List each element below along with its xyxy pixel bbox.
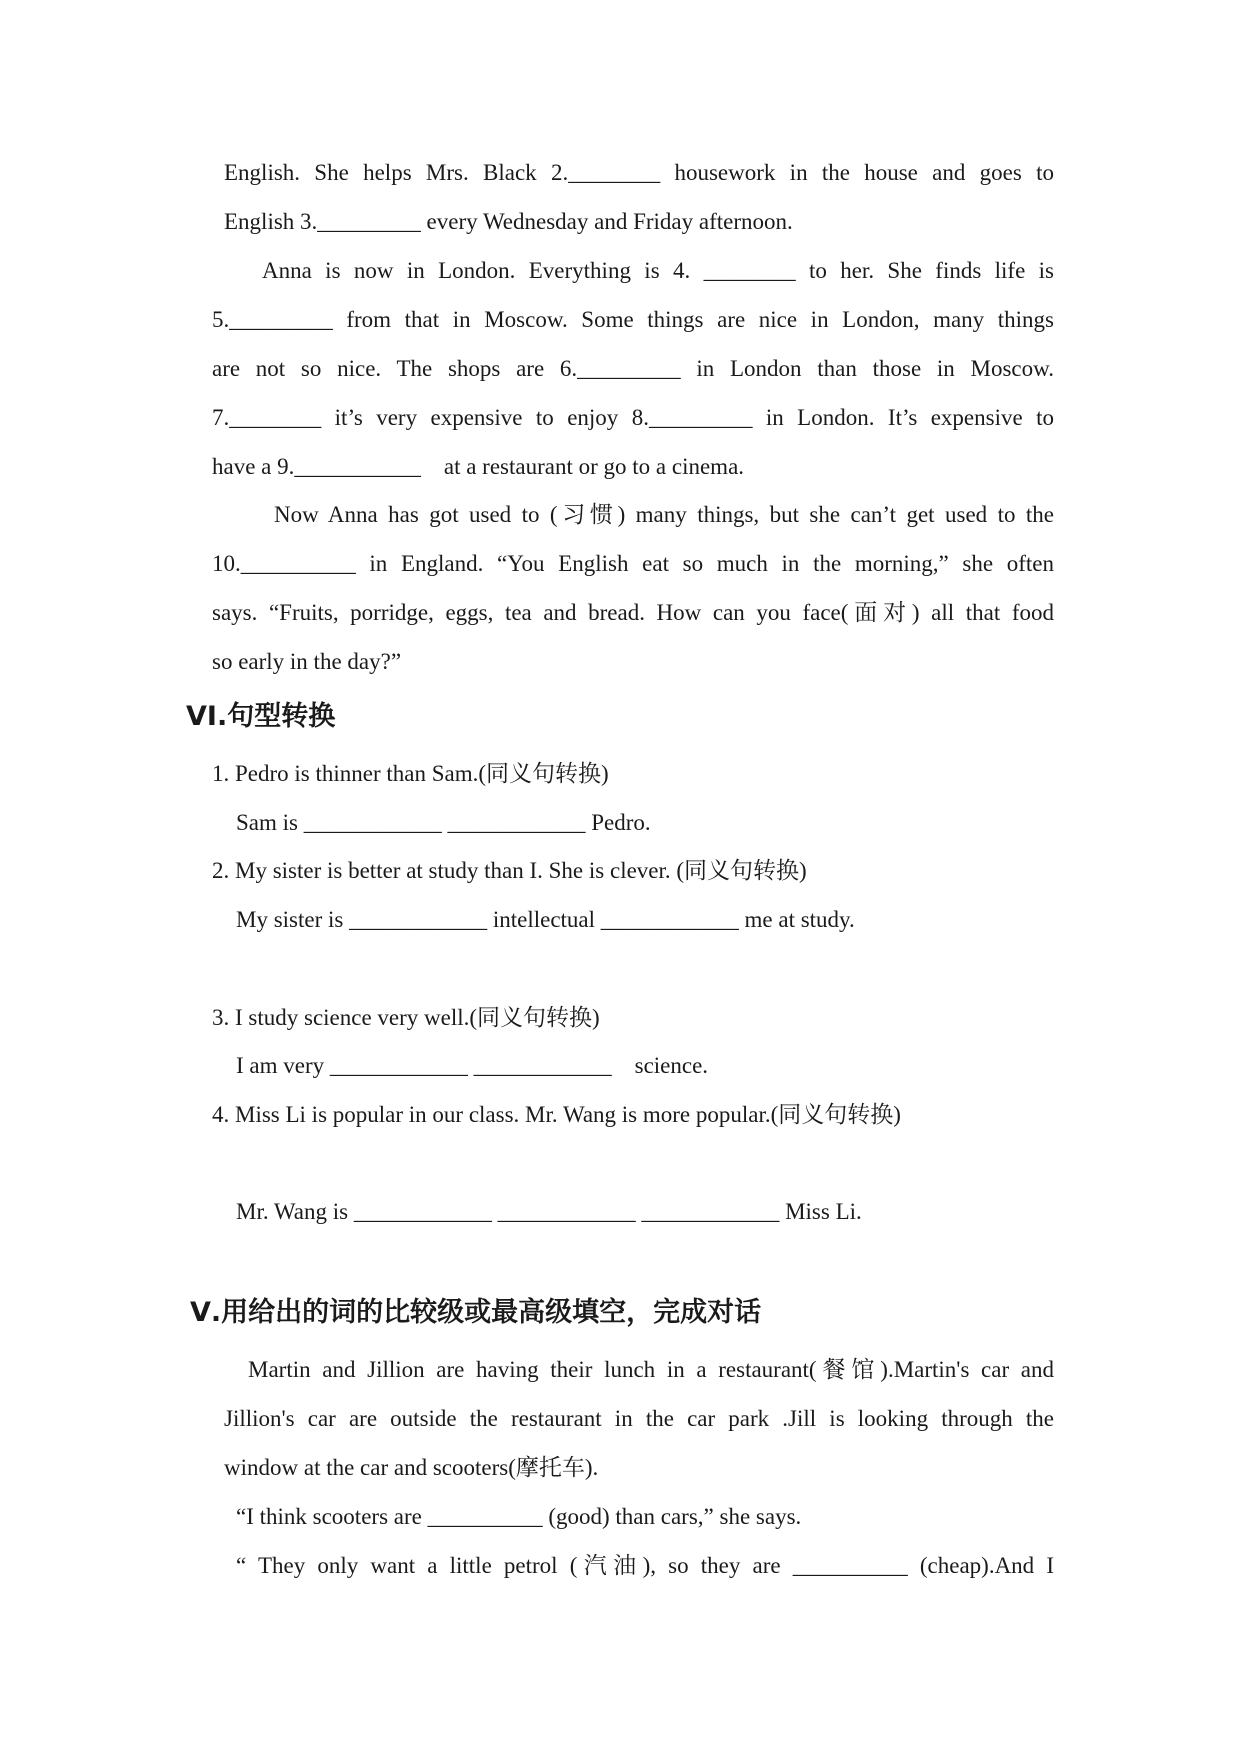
dialog-line: window at the car and scooters(摩托车). — [224, 1455, 599, 1480]
dialog-line: “ They only want a little petrol (汽油), so they are __________ (cheap).And I — [236, 1553, 1054, 1578]
answer-3: I am very ____________ ____________ science. — [236, 1053, 709, 1078]
question-2: 2. My sister is better at study than I. She is clever. (同义句转换) — [212, 858, 807, 883]
question-1: 1. Pedro is thinner than Sam.(同义句转换) — [212, 761, 609, 786]
dialog-line: Martin and Jillion are having their lunch in a restaurant(餐馆).Martin's car and — [248, 1357, 1054, 1382]
passage-line: are not so nice. The shops are 6._________ in London than those in Moscow. — [212, 356, 1054, 381]
section-vi-heading: VI.句型转换 — [186, 701, 336, 732]
answer-4: Mr. Wang is ____________ ____________ ____________ Miss Li. — [236, 1199, 862, 1224]
passage-line: says. “Fruits, porridge, eggs, tea and bread. How can you face(面对) all that food — [212, 600, 1054, 625]
dialog-line: Jillion's car are outside the restaurant in the car park .Jill is looking through the — [224, 1406, 1054, 1431]
passage-line: Now Anna has got used to (习惯) many things, but she can’t get used to the — [274, 502, 1054, 527]
passage-line: English 3._________ every Wednesday and Friday afternoon. — [224, 209, 793, 234]
question-3: 3. I study science very well.(同义句转换) — [212, 1005, 600, 1030]
passage-line: have a 9.___________ at a restaurant or go to a cinema. — [212, 454, 745, 479]
passage-line: 7.________ it’s very expensive to enjoy 8._________ in London. It’s expensive to — [212, 405, 1054, 430]
answer-1: Sam is ____________ ____________ Pedro. — [236, 810, 651, 835]
dialog-line: “I think scooters are __________ (good) than cars,” she says. — [236, 1504, 802, 1529]
question-4: 4. Miss Li is popular in our class. Mr. Wang is more popular.(同义句转换) — [212, 1102, 901, 1127]
section-v-heading: Ⅴ.用给出的词的比较级或最高级填空，完成对话 — [190, 1297, 762, 1328]
passage-line: 5._________ from that in Moscow. Some things are nice in London, many things — [212, 307, 1054, 332]
passage-line: 10.__________ in England. “You English eat so much in the morning,” she often — [212, 551, 1054, 576]
passage-line: English. She helps Mrs. Black 2.________ housework in the house and goes to — [224, 160, 1054, 185]
passage-line: so early in the day?” — [212, 649, 402, 674]
passage-line: Anna is now in London. Everything is 4. ________ to her. She finds life is — [262, 258, 1054, 283]
answer-2: My sister is ____________ intellectual ____________ me at study. — [236, 907, 855, 932]
